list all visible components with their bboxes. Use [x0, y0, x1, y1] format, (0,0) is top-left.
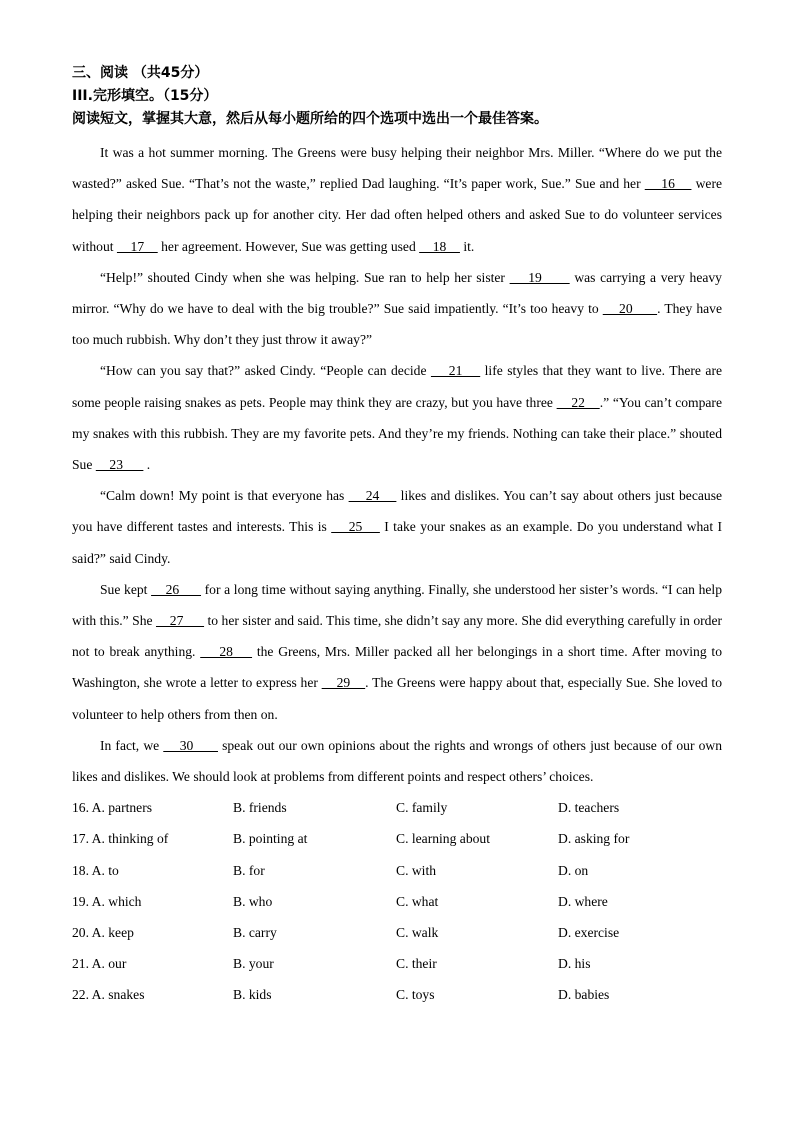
blank-16: 16 — [644, 176, 692, 192]
blank-22: 22 — [556, 394, 600, 410]
question-19-options — [72, 886, 722, 917]
section-instruction: 阅读短文，掌握其大意，然后从每小题所给的四个选项中选出一个最佳答案。 — [72, 111, 548, 127]
option-a: 16. A. partners — [72, 800, 153, 816]
passage-text: I take your snakes as an example. Do you understand what I said?” said Cindy. — [72, 519, 723, 566]
passage-text: Sue kept — [100, 581, 152, 597]
option-a: 17. A. thinking of — [72, 831, 169, 847]
passage-text: “Help!” shouted Cindy when she was helping. Sue ran to help her sister — [100, 269, 510, 285]
option-a: 20. A. keep — [72, 925, 134, 941]
blank-21: 21 — [430, 363, 481, 379]
option-c: C. what — [396, 893, 439, 909]
option-b: B. carry — [233, 925, 277, 941]
option-d: D. his — [558, 956, 591, 972]
blank-23: 23 — [95, 457, 144, 473]
passage-paragraph-2 — [72, 262, 722, 356]
question-21-options — [72, 948, 722, 979]
exam-page — [72, 62, 722, 1011]
question-18-options — [72, 855, 722, 886]
blank-25: 25 — [331, 519, 380, 535]
passage-text: likes and dislikes. You can’t say about others just because you have different tastes and interests. This is — [72, 488, 723, 535]
blank-27: 27 — [155, 613, 205, 629]
passage-paragraph-4 — [72, 480, 722, 574]
passage-text: to her sister and said. This time, she didn’t say any more. She did everything carefully in order not to break anything. — [72, 613, 723, 660]
question-17-options — [72, 823, 722, 854]
option-d: D. where — [558, 893, 608, 909]
option-b: B. your — [233, 956, 274, 972]
passage-text: .” “You can’t compare my snakes with this rubbish. They are my favorite pets. And they’re my friends. Nothing can take their place.” shouted Sue — [72, 394, 722, 473]
passage-text: “Calm down! My point is that everyone has — [100, 488, 349, 504]
blank-19: 19 — [509, 269, 570, 285]
blank-28: 28 — [200, 644, 253, 660]
option-d: D. teachers — [558, 800, 620, 816]
blank-29: 29 — [321, 675, 366, 691]
question-22-options — [72, 979, 722, 1010]
passage-text: the Greens, Mrs. Miller packed all her belongings in a short time. After moving to Washington, she wrote a letter to express her — [72, 644, 722, 691]
answer-options — [72, 792, 722, 1010]
option-b: B. kids — [233, 987, 272, 1003]
passage-text: . — [143, 457, 151, 473]
passage-text: was carrying a very heavy mirror. “Why do we have to deal with the big trouble?” Sue said impatiently. “It’s too heavy to — [72, 269, 722, 317]
passage-text: were helping their neighbors pack up for another city. Her dad often helped others and asked Sue to do volunteer services without — [72, 176, 723, 254]
option-a: 19. A. which — [72, 893, 142, 909]
passage-text: speak out our own opinions about the rights and wrongs of others just because of our own likes and dislikes. We should look at problems from different points and respect others’ choices. — [72, 737, 723, 785]
option-b: B. friends — [233, 800, 287, 816]
passage-paragraph-3 — [72, 355, 722, 480]
passage-text: It was a hot summer morning. The Greens were busy helping their neighbor Mrs. Miller. “Where do we put the wasted?” asked Sue. “That’s not the waste,” replied Dad laughing. “It’s paper work, Sue.” Sue and her — [72, 145, 722, 192]
option-c: C. toys — [396, 987, 435, 1003]
option-d: D. on — [558, 862, 589, 878]
question-16-options — [72, 792, 722, 823]
passage-text: . The Greens were happy about that, especially Sue. She loved to volunteer to help others from then on. — [72, 675, 723, 722]
section-subtitle: III.完形填空。（15分） — [72, 88, 218, 104]
passage-text: life styles that they want to live. There are some people raising snakes as pets. People may think they are crazy, but you have three — [72, 363, 723, 410]
option-b: B. for — [233, 862, 265, 878]
option-c: C. with — [396, 862, 437, 878]
option-c: C. learning about — [396, 831, 491, 847]
option-d: D. babies — [558, 987, 610, 1003]
passage-paragraph-1 — [72, 137, 722, 262]
cloze-passage — [72, 137, 722, 792]
question-20-options — [72, 917, 722, 948]
section-title: 三、阅读 （共45分） — [72, 65, 209, 81]
passage-text: it. — [459, 238, 475, 254]
passage-text: for a long time without saying anything. Finally, she understood her sister’s words. “I can help with this.” She — [72, 581, 723, 629]
passage-text: . They have too much rubbish. Why don’t they just throw it away?” — [72, 301, 722, 348]
option-b: B. who — [233, 893, 273, 909]
option-c: C. walk — [396, 925, 439, 941]
blank-26: 26 — [151, 581, 202, 597]
option-c: C. family — [396, 800, 448, 816]
passage-text: her agreement. However, Sue was getting used — [157, 238, 420, 254]
option-c: C. their — [396, 956, 437, 972]
option-a: 21. A. our — [72, 956, 127, 972]
passage-paragraph-6 — [72, 730, 722, 792]
blank-30: 30 — [163, 737, 218, 753]
passage-text: “How can you say that?” asked Cindy. “People can decide — [100, 363, 431, 379]
blank-18: 18 — [419, 238, 460, 254]
option-d: D. exercise — [558, 925, 620, 941]
blank-17: 17 — [116, 238, 158, 254]
option-b: B. pointing at — [233, 831, 308, 847]
blank-20: 20 — [602, 301, 658, 317]
passage-text: In fact, we — [100, 737, 164, 753]
option-a: 22. A. snakes — [72, 987, 145, 1003]
option-d: D. asking for — [558, 831, 630, 847]
passage-paragraph-5 — [72, 574, 722, 730]
blank-24: 24 — [348, 488, 397, 504]
option-a: 18. A. to — [72, 862, 119, 878]
